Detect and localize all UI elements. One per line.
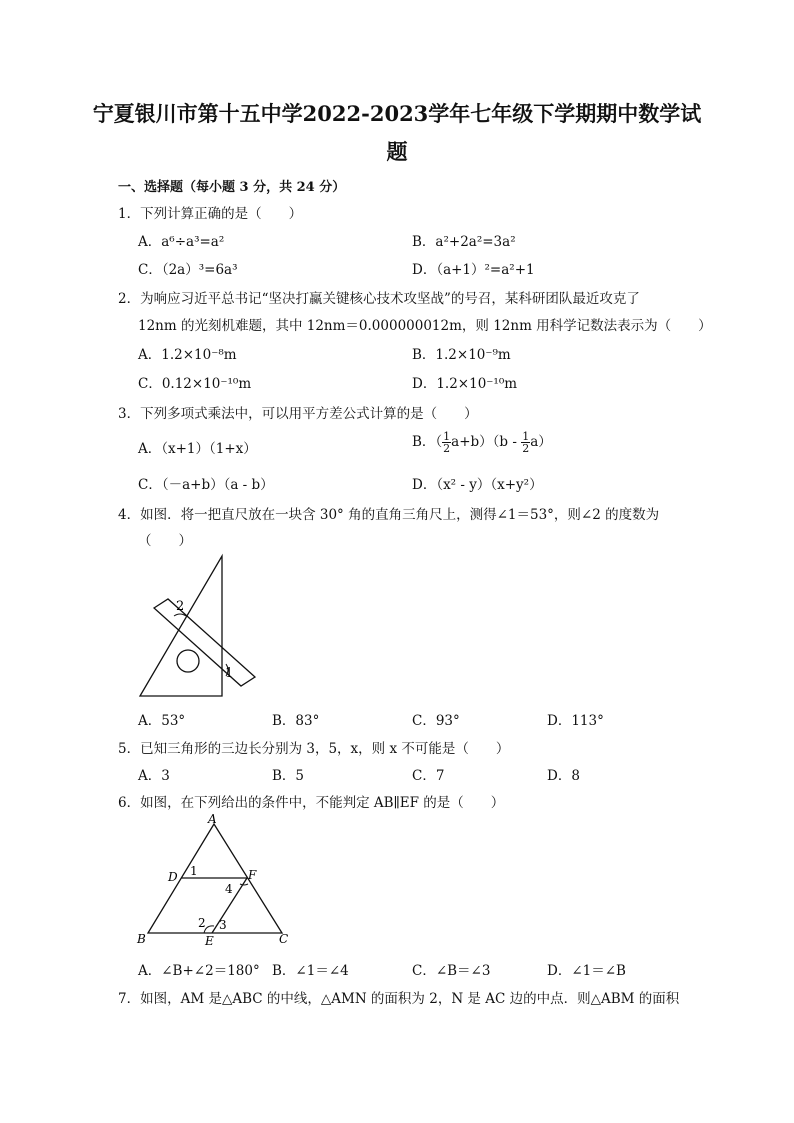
q4-option-c: C．93° [412,713,460,729]
q5-option-c: C．7 [412,768,445,784]
label-angle2: 2 [198,916,206,930]
q6-option-b: B．∠1＝∠4 [272,963,349,979]
q5-option-b: B．5 [272,768,305,784]
fraction-half [442,431,451,454]
document-title-line1: 宁夏银川市第十五中学2022-2023学年七年级下学期期中数学试 [92,101,702,126]
q1-option-c: C．（2a）³=6a³ [138,262,238,278]
q7-stem: 7．如图，AM 是△ABC 的中线，△AMN 的面积为 2，N 是 AC 边的中点．则△ABM 的面积 [118,991,680,1007]
label-d: D [168,870,178,884]
q4-option-a: A．53° [138,713,186,729]
angle4-arc [240,884,248,885]
label-angle1: 1 [190,864,198,878]
fraction-half-2 [521,431,530,454]
q6-figure [132,812,297,950]
fraction-numerator: 1 [443,430,451,443]
label-e: E [205,934,214,948]
q4-stem-line2: （ ） [138,533,192,549]
q3-option-b [412,430,552,454]
q3-option-b-mid1: a+b）（b - [451,434,522,450]
section-heading-choice: 一、选择题（每小题 3 分，共 24 分） [118,180,346,195]
q1-option-a: A．a⁶÷a³=a² [138,234,225,250]
q5-option-d: D．8 [547,768,580,784]
straight-ruler [154,599,255,686]
q1-option-d: D．（a+1）²=a²+1 [412,262,535,278]
q4-option-b: B．83° [272,713,320,729]
q4-stem-line1: 4．如图．将一把直尺放在一块含 30° 角的直角三角尺上，测得∠1＝53°，则∠2 的度数为 [118,507,660,523]
q2-option-a: A．1.2×10⁻⁸m [138,347,237,363]
q1-stem: 1．下列计算正确的是（ ） [118,206,303,222]
q4-option-d: D．113° [547,713,604,729]
q3-option-b-mid2: a） [530,434,552,450]
q2-stem-line1: 2．为响应习近平总书记“坚决打赢关键核心技术攻坚战”的号召，某科研团队最近攻克了 [118,291,640,307]
q5-stem: 5．已知三角形的三边长分别为 3，5，x，则 x 不可能是（ ） [118,741,510,757]
q2-option-d: D．1.2×10⁻¹⁰m [412,376,518,392]
q3-option-d: D．（x² - y）（x+y²） [412,477,543,493]
fraction-denominator-2: 2 [522,442,530,455]
label-f: F [248,868,257,882]
label-angle4: 4 [225,882,233,896]
document-title-line2: 题 [386,139,408,164]
q2-stem-line2: 12nm 的光刻机难题，其中 12nm＝0.000000012m，则 12nm 用科学记数法表示为（ ） [138,318,712,334]
q5-option-a: A．3 [138,768,170,784]
q4-figure [130,552,265,702]
q3-option-b-prefix: B．（ [412,434,443,450]
ruler-hole [177,650,199,672]
fraction-denominator: 2 [443,442,451,455]
label-a: A [208,812,217,826]
angle1-label: 1 [225,666,234,681]
q2-option-b: B．1.2×10⁻⁹m [412,347,511,363]
q6-option-d: D．∠1＝∠B [547,963,626,979]
label-b: B [137,932,146,946]
q6-stem: 6．如图，在下列给出的条件中，不能判定 AB∥EF 的是（ ） [118,795,505,811]
q3-option-a: A．（x+1）（1+x） [138,441,257,457]
label-angle3: 3 [219,918,227,932]
label-c: C [279,932,289,946]
q1-option-b: B．a²+2a²=3a² [412,234,516,250]
q3-stem: 3．下列多项式乘法中，可以用平方差公式计算的是（ ） [118,406,478,422]
fraction-numerator-2: 1 [522,430,530,443]
q2-option-c: C．0.12×10⁻¹⁰m [138,376,252,392]
q6-option-a: A．∠B+∠2＝180° [138,963,260,979]
q3-option-c: C．（－a+b）（a - b） [138,477,274,493]
q6-option-c: C．∠B＝∠3 [412,963,491,979]
angle2-label: 2 [176,599,185,614]
